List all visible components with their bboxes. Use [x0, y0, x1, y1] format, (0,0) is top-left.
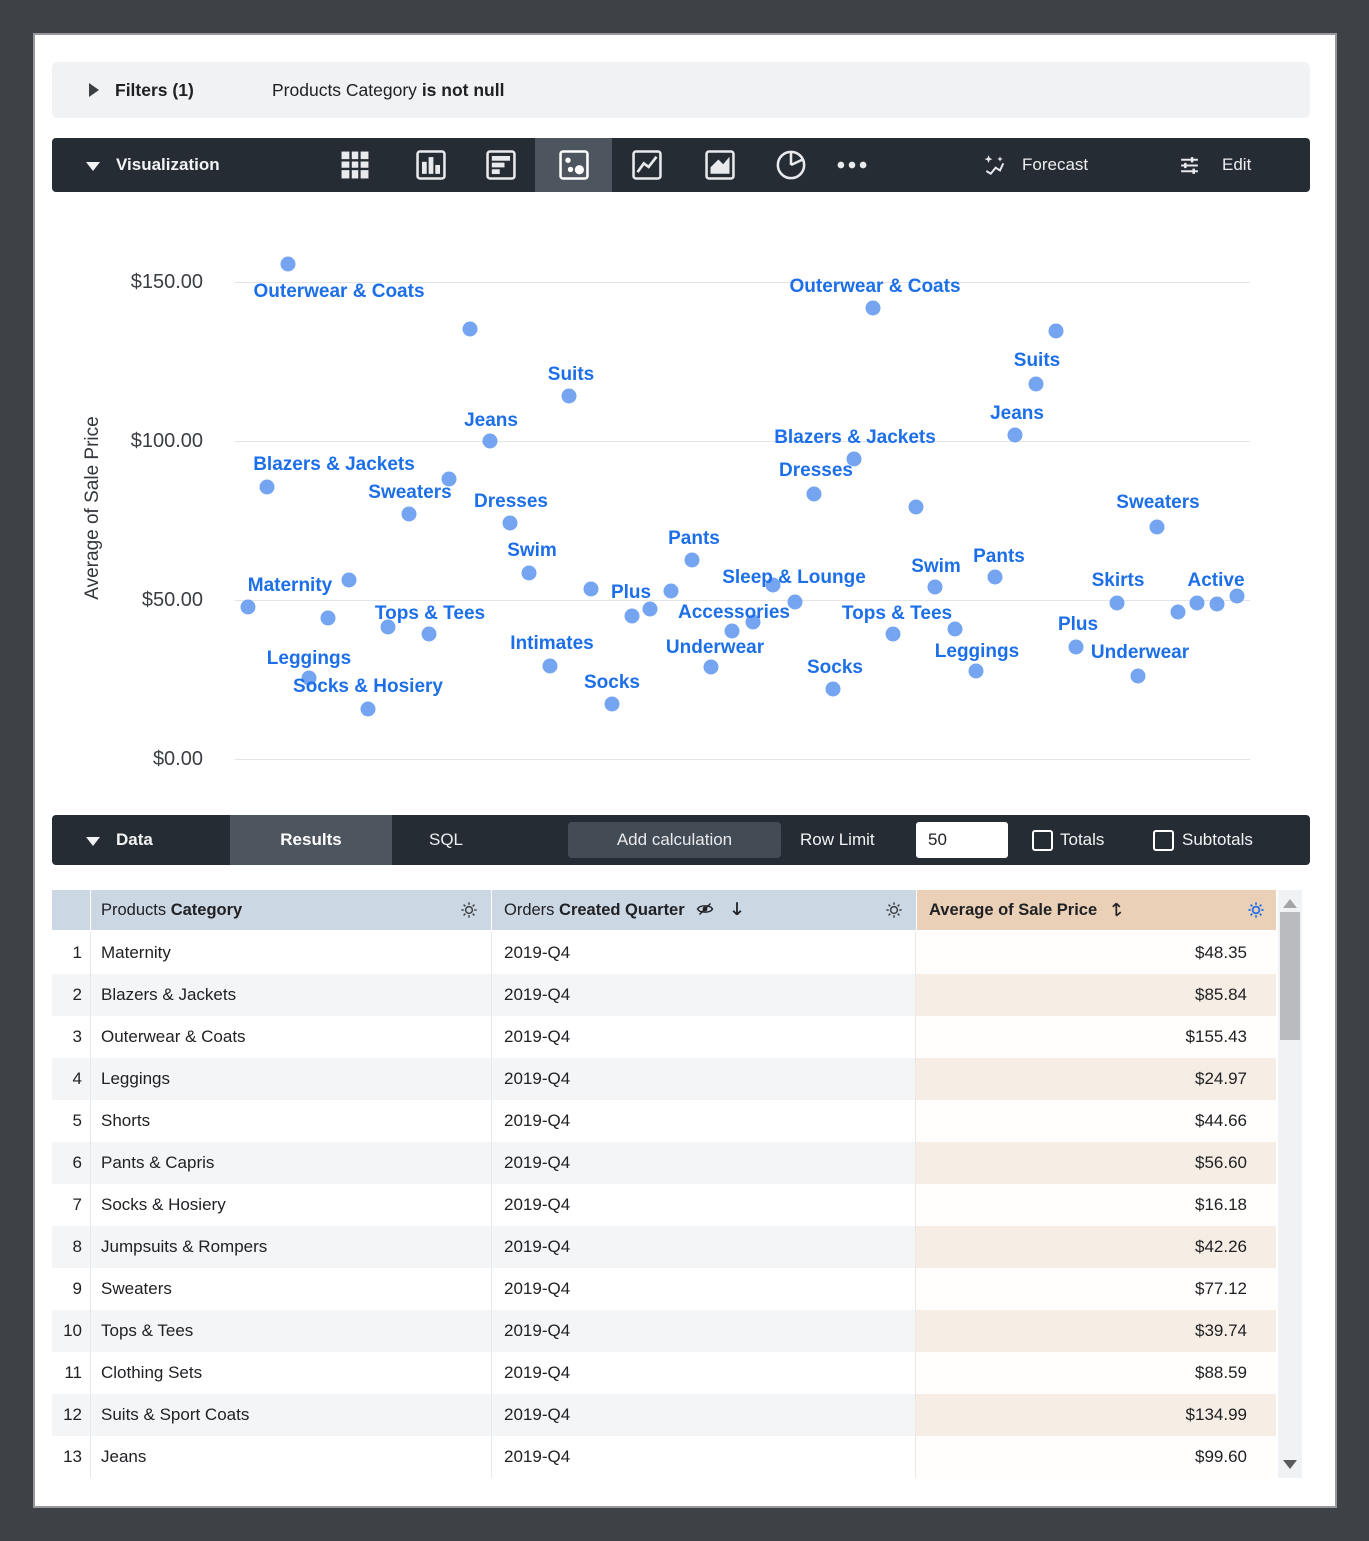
scatter-point[interactable] — [463, 322, 478, 337]
y-axis-tick-label: $150.00 — [130, 271, 203, 293]
orders-created-quarter-cell: 2019-Q4 — [492, 1142, 916, 1184]
tab-sql[interactable]: SQL — [429, 830, 464, 849]
point-label: Leggings — [266, 648, 352, 669]
row-number-cell: 6 — [52, 1142, 91, 1184]
scatter-point[interactable] — [1190, 596, 1205, 611]
scatter-point[interactable] — [826, 682, 841, 697]
y-axis-title: Average of Sale Price — [82, 416, 103, 600]
point-label: Skirts — [1091, 570, 1145, 591]
scatter-point[interactable] — [625, 609, 640, 624]
row-number-cell: 11 — [52, 1352, 91, 1394]
scatter-point[interactable] — [321, 611, 336, 626]
scatter-point[interactable] — [503, 516, 518, 531]
row-number-cell: 13 — [52, 1436, 91, 1478]
table-row[interactable] — [52, 1184, 1276, 1226]
scatter-point[interactable] — [886, 627, 901, 642]
scatter-point[interactable] — [522, 566, 537, 581]
row-number-cell: 5 — [52, 1100, 91, 1142]
collapse-visualization-icon[interactable] — [86, 162, 100, 171]
scatter-point[interactable] — [1131, 669, 1146, 684]
add-calculation-button[interactable]: Add calculation — [568, 822, 781, 858]
row-number-header — [52, 890, 90, 930]
point-label: Suits — [547, 364, 595, 385]
filters-toggle[interactable]: Filters (1) — [115, 80, 194, 100]
table-row[interactable] — [52, 1394, 1276, 1436]
point-label: Active — [1187, 570, 1245, 591]
header-field-name: Average of Sale Price — [929, 901, 1098, 919]
row-number-cell: 10 — [52, 1310, 91, 1352]
products-category-cell: Shorts — [91, 1100, 492, 1142]
row-number-cell: 4 — [52, 1058, 91, 1100]
scatter-point[interactable] — [969, 664, 984, 679]
collapse-data-icon[interactable] — [86, 837, 100, 846]
scatter-point[interactable] — [1069, 640, 1084, 655]
scatter-point[interactable] — [281, 257, 296, 272]
scatter-point[interactable] — [1171, 605, 1186, 620]
point-label: Pants — [973, 546, 1025, 567]
header-view-name: Orders — [504, 901, 555, 919]
totals-label: Totals — [1060, 830, 1105, 849]
point-label: Swim — [911, 556, 961, 577]
scatter-point[interactable] — [543, 659, 558, 674]
horizontal-bar-chart-icon[interactable] — [482, 146, 520, 184]
point-label: Sweaters — [368, 482, 452, 503]
scatter-point[interactable] — [685, 553, 700, 568]
products-category-cell: Sweaters — [91, 1268, 492, 1310]
line-chart-icon[interactable] — [628, 146, 666, 184]
orders-created-quarter-cell: 2019-Q4 — [492, 1100, 916, 1142]
scatter-point[interactable] — [361, 702, 376, 717]
sort-desc-icon[interactable] — [728, 900, 746, 918]
point-label: Plus — [1057, 614, 1099, 635]
row-number-cell: 8 — [52, 1226, 91, 1268]
data-toggle[interactable]: Data — [116, 830, 153, 849]
point-label: Underwear — [665, 637, 765, 658]
point-label: Underwear — [1090, 642, 1190, 663]
filters-bar[interactable] — [52, 62, 1310, 118]
pie-chart-icon[interactable] — [772, 146, 810, 184]
row-number-cell: 1 — [52, 932, 91, 974]
point-label: Socks — [584, 672, 640, 693]
totals-checkbox[interactable] — [1032, 830, 1053, 851]
products-category-cell: Jeans — [91, 1436, 492, 1478]
gridline — [235, 441, 1250, 442]
orders-created-quarter-cell: 2019-Q4 — [492, 1310, 916, 1352]
point-label: Jeans — [990, 403, 1044, 424]
average-of-sale-price-cell: $99.60 — [916, 1436, 1276, 1478]
products-category-cell: Leggings — [91, 1058, 492, 1100]
scatter-point[interactable] — [1008, 428, 1023, 443]
point-label: Intimates — [510, 633, 594, 654]
average-of-sale-price-cell: $155.43 — [916, 1016, 1276, 1058]
row-number-cell: 3 — [52, 1016, 91, 1058]
orders-created-quarter-cell: 2019-Q4 — [492, 1268, 916, 1310]
row-number-cell: 9 — [52, 1268, 91, 1310]
point-label: Dresses — [779, 460, 853, 481]
results-table-header — [52, 890, 1276, 930]
point-label: Pants — [668, 528, 720, 549]
table-icon[interactable] — [336, 146, 374, 184]
more-options-icon[interactable] — [833, 146, 871, 184]
point-label: Blazers & Jackets — [774, 427, 936, 448]
table-row[interactable] — [52, 974, 1276, 1016]
visualization-toolbar — [52, 138, 1310, 192]
row-limit-input[interactable] — [916, 822, 1008, 858]
point-label: Socks & Hosiery — [293, 676, 443, 697]
products-category-cell: Maternity — [91, 932, 492, 974]
bar-chart-icon[interactable] — [412, 146, 450, 184]
average-of-sale-price-cell: $77.12 — [916, 1268, 1276, 1310]
scatter-point[interactable] — [562, 389, 577, 404]
orders-created-quarter-cell: 2019-Q4 — [492, 1058, 916, 1100]
gear-icon[interactable] — [884, 900, 904, 920]
average-of-sale-price-cell: $16.18 — [916, 1184, 1276, 1226]
y-axis-tick-label: $100.00 — [130, 430, 203, 452]
table-row[interactable] — [52, 1310, 1276, 1352]
products-category-cell: Clothing Sets — [91, 1352, 492, 1394]
orders-created-quarter-cell: 2019-Q4 — [492, 1394, 916, 1436]
scatter-point[interactable] — [483, 434, 498, 449]
header-view-name: Products — [101, 901, 167, 919]
average-of-sale-price-cell: $42.26 — [916, 1226, 1276, 1268]
scatter-point[interactable] — [1029, 377, 1044, 392]
data-toolbar — [52, 815, 1310, 865]
y-axis-tick-label: $0.00 — [152, 748, 203, 770]
gridline — [235, 600, 1250, 601]
products-category-cell: Blazers & Jackets — [91, 974, 492, 1016]
scatter-point[interactable] — [704, 660, 719, 675]
table-row[interactable] — [52, 1058, 1276, 1100]
table-row[interactable] — [52, 1352, 1276, 1394]
point-label: Suits — [1013, 350, 1061, 371]
scatter-point[interactable] — [988, 570, 1003, 585]
average-of-sale-price-cell: $48.35 — [916, 932, 1276, 974]
average-of-sale-price-cell: $85.84 — [916, 974, 1276, 1016]
point-label: Outerwear & Coats — [789, 276, 961, 297]
orders-created-quarter-cell: 2019-Q4 — [492, 1436, 916, 1478]
scatter-point[interactable] — [1210, 597, 1225, 612]
scatter-point[interactable] — [928, 580, 943, 595]
row-number-cell: 12 — [52, 1394, 91, 1436]
scatter-point[interactable] — [605, 697, 620, 712]
average-of-sale-price-cell: $88.59 — [916, 1352, 1276, 1394]
scatter-point[interactable] — [1150, 520, 1165, 535]
row-limit-label: Row Limit — [800, 830, 875, 849]
products-category-cell: Outerwear & Coats — [91, 1016, 492, 1058]
edit-icon[interactable] — [1178, 154, 1201, 177]
average-of-sale-price-cell: $39.74 — [916, 1310, 1276, 1352]
orders-created-quarter-cell: 2019-Q4 — [492, 1352, 916, 1394]
point-label: Plus — [610, 582, 652, 603]
gear-icon-active[interactable] — [1246, 900, 1266, 920]
orders-created-quarter-cell: 2019-Q4 — [492, 974, 916, 1016]
subtotals-label: Subtotals — [1182, 830, 1253, 849]
point-label: Dresses — [474, 491, 548, 512]
expand-filters-icon[interactable] — [89, 83, 99, 97]
subtotals-checkbox[interactable] — [1153, 830, 1174, 851]
table-row[interactable] — [52, 1100, 1276, 1142]
filter-condition: is not null — [421, 80, 505, 100]
orders-created-quarter-cell: 2019-Q4 — [492, 1016, 916, 1058]
filter-field: Products Category — [272, 80, 417, 100]
edit-button[interactable]: Edit — [1222, 155, 1252, 174]
scroll-down-icon[interactable] — [1283, 1460, 1297, 1469]
scrollbar-thumb[interactable] — [1280, 912, 1300, 1040]
point-label: Swim — [507, 540, 557, 561]
point-label: Jeans — [464, 410, 518, 431]
average-of-sale-price-cell: $134.99 — [916, 1394, 1276, 1436]
column-header-products-category[interactable] — [91, 890, 491, 930]
column-header-average-of-sale-price[interactable] — [917, 890, 1276, 930]
orders-created-quarter-cell: 2019-Q4 — [492, 1226, 916, 1268]
products-category-cell: Suits & Sport Coats — [91, 1394, 492, 1436]
average-of-sale-price-cell: $24.97 — [916, 1058, 1276, 1100]
orders-created-quarter-cell: 2019-Q4 — [492, 932, 916, 974]
point-label: Accessories — [678, 602, 790, 623]
table-scrollbar[interactable] — [1278, 890, 1302, 1478]
point-label: Blazers & Jackets — [253, 454, 415, 475]
table-row[interactable] — [52, 1268, 1276, 1310]
scatter-point[interactable] — [1049, 324, 1064, 339]
forecast-button[interactable]: Forecast — [1022, 155, 1089, 174]
scatter-point[interactable] — [807, 487, 822, 502]
table-row[interactable] — [52, 1142, 1276, 1184]
column-header-orders-created-quarter[interactable] — [492, 890, 916, 930]
average-of-sale-price-cell: $44.66 — [916, 1100, 1276, 1142]
scatter-point[interactable] — [664, 584, 679, 599]
products-category-cell: Socks & Hosiery — [91, 1184, 492, 1226]
scatter-chart-icon[interactable] — [555, 146, 593, 184]
header-field-name: Category — [170, 901, 243, 919]
scatter-point[interactable] — [241, 600, 256, 615]
table-row[interactable] — [52, 1226, 1276, 1268]
point-label: Socks — [807, 657, 863, 678]
products-category-cell: Tops & Tees — [91, 1310, 492, 1352]
row-number-cell: 7 — [52, 1184, 91, 1226]
area-chart-icon[interactable] — [701, 146, 739, 184]
products-category-cell: Pants & Capris — [91, 1142, 492, 1184]
results-table-body — [52, 932, 1276, 1478]
point-label: Tops & Tees — [374, 603, 486, 624]
tab-results[interactable]: Results — [230, 815, 392, 865]
point-label: Sweaters — [1116, 492, 1200, 513]
row-number-cell: 2 — [52, 974, 91, 1016]
scatter-point[interactable] — [584, 582, 599, 597]
scatter-point[interactable] — [260, 480, 275, 495]
point-label: Sleep & Lounge — [722, 567, 866, 588]
scatter-point[interactable] — [1110, 596, 1125, 611]
visualization-toggle[interactable]: Visualization — [116, 155, 220, 174]
header-field-name: Created Quarter — [559, 901, 685, 919]
scatter-point[interactable] — [422, 627, 437, 642]
scatter-point[interactable] — [402, 507, 417, 522]
point-label: Tops & Tees — [841, 603, 953, 624]
sort-measure-icon[interactable] — [1109, 900, 1127, 918]
scatter-point[interactable] — [866, 301, 881, 316]
table-row[interactable] — [52, 932, 1276, 974]
scatter-point[interactable] — [342, 573, 357, 588]
scroll-up-icon[interactable] — [1283, 899, 1297, 908]
products-category-cell: Jumpsuits & Rompers — [91, 1226, 492, 1268]
gear-icon[interactable] — [459, 900, 479, 920]
point-label: Maternity — [247, 575, 333, 596]
hidden-field-icon — [695, 899, 715, 919]
table-row[interactable] — [52, 1436, 1276, 1478]
average-of-sale-price-cell: $56.60 — [916, 1142, 1276, 1184]
y-axis-tick-label: $50.00 — [141, 589, 203, 611]
point-label: Outerwear & Coats — [253, 281, 425, 302]
point-label: Leggings — [934, 641, 1020, 662]
filter-summary — [272, 62, 504, 118]
scatter-point[interactable] — [909, 500, 924, 515]
table-row[interactable] — [52, 1016, 1276, 1058]
gridline — [235, 759, 1250, 760]
orders-created-quarter-cell: 2019-Q4 — [492, 1184, 916, 1226]
forecast-icon[interactable] — [982, 153, 1006, 177]
